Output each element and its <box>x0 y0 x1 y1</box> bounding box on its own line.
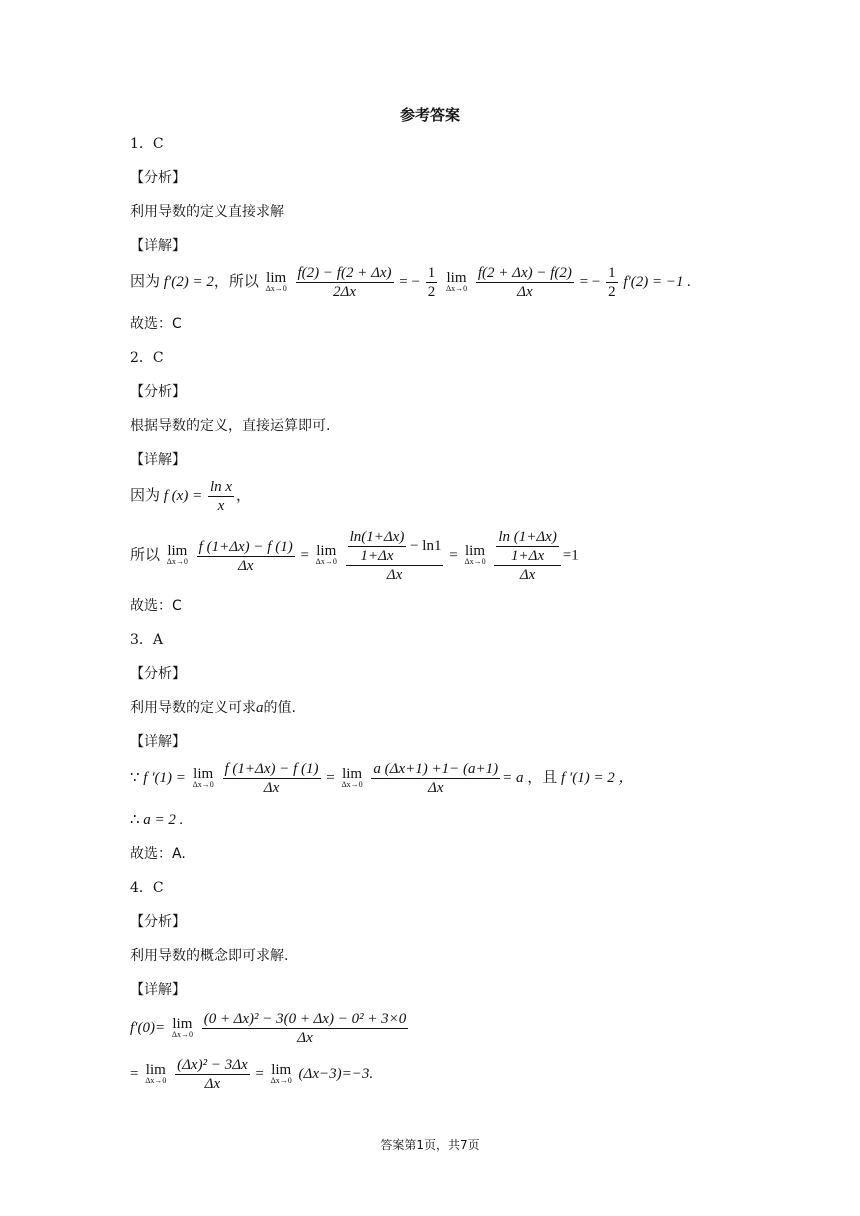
q2-fx-frac: $\frac{\text{ln x}}{x}$ <box>209 479 233 514</box>
q1-so: ，所以 <box>213 271 259 290</box>
q2-lim-3: lim Δx→0 <box>464 543 486 566</box>
q2-analysis-text: 根据导数的定义，直接运算即可. <box>130 418 331 434</box>
q1-analysis-text: 利用导数的定义直接求解 <box>130 204 284 220</box>
q2-detail-label: 【详解】 <box>130 452 186 468</box>
q2-so: 所以 <box>130 545 161 564</box>
because-symbol: ∵ <box>130 769 140 786</box>
q1-tail: f′(2) = −1 . <box>623 273 691 290</box>
q1-number: 1．C <box>130 136 164 152</box>
q4-detail-label: 【详解】 <box>130 982 186 998</box>
q2-because: 因为 <box>130 485 161 504</box>
q1-lim-1: lim Δx→0 <box>265 269 287 293</box>
q3-conclusion: ∴ a = 2 . <box>130 812 184 828</box>
q3-analysis-label: 【分析】 <box>130 666 186 682</box>
q2-fx-line: 因为 f (x) = $\frac{\text{ln x}}{x}$ ， <box>130 479 252 514</box>
q1-lim-2: lim Δx→0 <box>445 269 468 293</box>
q4-formula-2: = lim Δx→0 $\frac{\text{(Δx)² − 3Δx}}{\Delta x}$ = lim Δx→0 (Δx−3)=−3. <box>130 1057 374 1092</box>
q1-half-2: $\frac{1}{2}$ <box>608 265 616 300</box>
q2-lim-1: lim Δx→0 <box>166 543 188 566</box>
page-footer: 答案第1页，共7页 <box>380 1138 480 1152</box>
q2-fx: f (x) = <box>163 487 203 504</box>
q1-eq-neg-2: = − <box>579 273 601 290</box>
q4-formula-1: f′(0)= lim Δx→0 $\frac{\text{(0 + Δx)² − 3(0 + Δx) − 0² + 3×0}}{\Delta x}$ <box>130 1011 407 1046</box>
q4-lim-3: lim Δx→0 <box>270 1061 292 1085</box>
q2-number: 2．C <box>130 350 164 366</box>
q2-answer: 故选：C <box>130 598 182 614</box>
q3-answer: 故选：A. <box>130 846 186 862</box>
q2-frac-1: $\frac{f (1+\Delta x) - f (1)}{\Delta x}$ <box>198 538 293 574</box>
q1-frac-2: $\frac{f(2 + \Delta x) - f(2)}{\Delta x}$ <box>477 265 572 300</box>
q2-frac-3: $\frac{\frac{\ln (1+\Delta x)}{1+\Delta x}}{\Delta x}$ <box>494 528 561 584</box>
q3-lim-1: lim Δx→0 <box>192 765 214 789</box>
q1-answer: 故选：C <box>130 316 182 332</box>
q1-frac-1: $\frac{f(2) - f(2 + \Delta x)}{2\Delta x}$ <box>297 265 392 300</box>
q1-eq-neg: = − <box>399 273 420 290</box>
q4-frac-2: $\frac{\text{(Δx)² − 3Δx}}{\Delta x}$ <box>177 1057 248 1092</box>
therefore-symbol: ∴ <box>130 812 140 828</box>
q2-result: =1 <box>562 547 579 564</box>
q2-limit-line: 所以 lim Δx→0 $\frac{f (1+\Delta x) - f (1)}{\Delta x}$ = lim Δx→0 $\frac{\ln(1+\Delta x)}{1+\Delta x}$ − ln1 Δx = lim Δx→0 $\frac{\frac{\ln (1+\Delta x)}{1+\Delta x}}{\Delta x}$ =1 <box>130 529 579 583</box>
page-title: 参考答案 <box>399 106 460 124</box>
q4-analysis-text: 利用导数的概念即可求解. <box>130 948 289 964</box>
q4-lim-2: lim Δx→0 <box>145 1061 167 1085</box>
q4-lim-1: lim Δx→0 <box>171 1015 193 1039</box>
q2-frac-2: $\frac{\ln(1+\Delta x)}{1+\Delta x}$ − ln1 Δx <box>346 528 444 584</box>
q1-analysis-label: 【分析】 <box>130 170 186 186</box>
q2-analysis-label: 【分析】 <box>130 384 186 400</box>
q3-number: 3．A <box>130 632 164 648</box>
q2-lim-2: lim Δx→0 <box>315 543 337 566</box>
q1-half-1: $\frac{1}{2}$ <box>427 265 436 300</box>
q1-formula <box>130 264 691 301</box>
q3-lim-2: lim Δx→0 <box>341 765 363 789</box>
q1-because: 因为 <box>130 271 161 290</box>
q4-number: 4．C <box>130 880 164 896</box>
q3-analysis-text: 利用导数的定义可求a的值. <box>130 700 296 716</box>
q3-frac-2: $\frac{a (\Delta x+1) +1- (a+1)}{\Delta x}$ <box>373 761 499 796</box>
q4-frac-1: $\frac{\text{(0 + Δx)² − 3(0 + Δx) − 0² + 3×0}}{\Delta x}$ <box>203 1011 407 1046</box>
q3-detail-label: 【详解】 <box>130 734 186 750</box>
q3-formula: ∵ f ′(1) = lim Δx→0 $\frac{f (1+\Delta x) - f (1)}{\Delta x}$ = lim Δx→0 $\frac{a (\Delta x+1) +1- (a+1)}{\Delta x}$ = a ，且 f ′(1) = 2 ， <box>130 761 634 796</box>
q3-frac-1: $\frac{f (1+\Delta x) - f (1)}{\Delta x}$ <box>224 761 319 796</box>
q1-detail-label: 【详解】 <box>130 238 186 254</box>
q1-fprime2: f′(2) = 2 <box>163 273 214 290</box>
q4-analysis-label: 【分析】 <box>130 914 186 930</box>
